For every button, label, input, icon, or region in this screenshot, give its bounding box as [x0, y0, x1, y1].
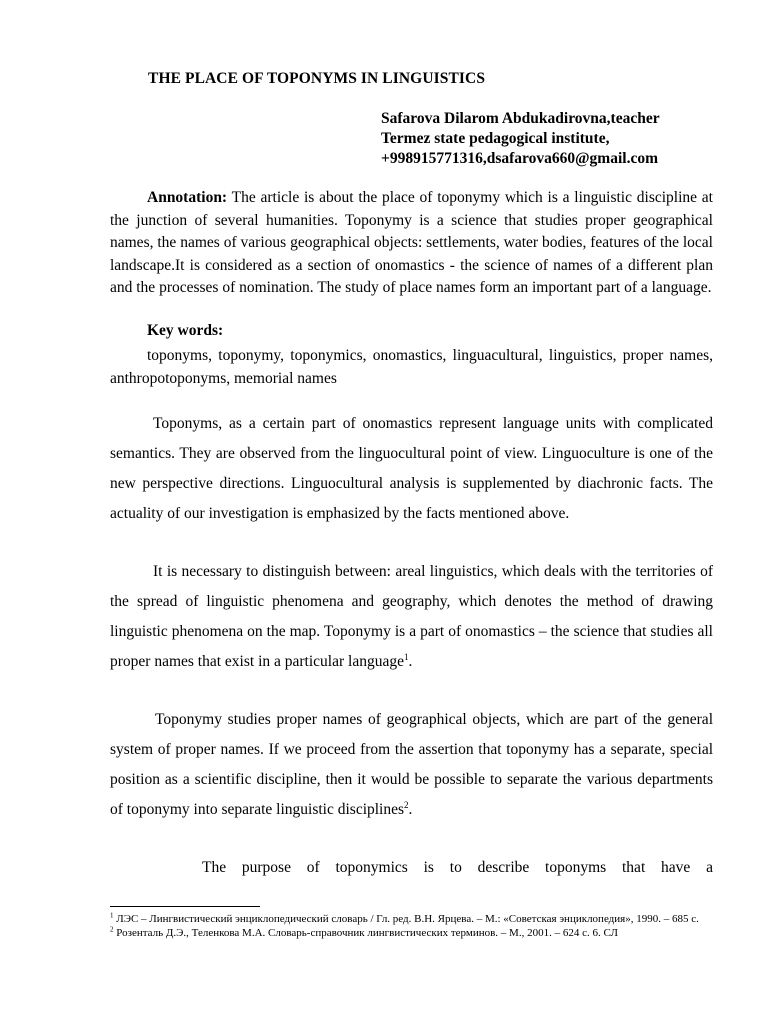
annotation-label: Annotation:	[147, 189, 228, 206]
body-paragraph-3	[110, 705, 713, 825]
body-paragraph-3-end: .	[408, 801, 413, 818]
annotation-paragraph	[110, 187, 713, 300]
author-block	[381, 109, 660, 169]
body-paragraph-2	[110, 557, 713, 677]
footnote-separator	[110, 906, 260, 907]
footnote-ref-2[interactable]: 2	[404, 799, 409, 810]
footnote-1	[110, 912, 713, 926]
keywords-text: toponyms, toponymy, toponymics, onomastics, linguacultural, linguistics, proper names, anthropotoponyms, memorial names	[110, 347, 713, 387]
author-name: Safarova Dilarom Abdukadirovna,teacher	[381, 110, 660, 127]
body-paragraph-1: Toponyms, as a certain part of onomastics represent language units with complicated semantics. They are observed from the linguocultural point of view. Linguoculture is one of the new perspective directions. Linguocultural analysis is supplemented by diachronic facts. The actuality of our investigation is emphasized by the facts mentioned above.	[110, 415, 713, 522]
footnote-2-number: 2	[110, 925, 114, 934]
author-contact: +998915771316,dsafarova660@gmail.com	[381, 150, 658, 167]
footnote-1-number: 1	[110, 911, 114, 920]
body-paragraph-2-text: It is necessary to distinguish between: areal linguistics, which deals with the territories of the spread of linguistic phenomena and geography, which denotes the method of drawing linguistic phenomena on the map. Toponymy is a part of onomastics – the science that studies all proper names that exist in a particular language	[110, 563, 713, 670]
footnote-2-text: Розенталь Д.Э., Теленкова М.А. Словарь-справочник лингвистических терминов. – М., 2001. – 624 с. 6. СЛ	[113, 927, 618, 939]
body-paragraph-4: The purpose of toponymics is to describe toponyms that have a	[202, 859, 713, 876]
author-institution: Termez state pedagogical institute,	[381, 130, 610, 147]
footnote-1-text: ЛЭС – Лингвистический энциклопедический словарь / Гл. ред. В.Н. Ярцева. – М.: «Советская энциклопедия», 1990. – 685 с.	[113, 913, 699, 925]
body-paragraph-3-text: Toponymy studies proper names of geographical objects, which are part of the general system of proper names. If we proceed from the assertion that toponymy has a separate, special position as a scientific discipline, then it would be possible to separate the various departments of toponymy into separate linguistic disciplines	[110, 711, 713, 818]
footnote-ref-1[interactable]: 1	[403, 651, 409, 662]
footnote-2	[110, 926, 713, 940]
footnotes	[110, 912, 713, 940]
keywords-label: Key words:	[147, 322, 224, 339]
annotation-text: The article is about the place of toponymy which is a linguistic discipline at the junction of several humanities. Toponymy is a science that studies proper geographical names, the names of various geographical objects: settlements, water bodies, features of the local landscape.It is considered as a section of onomastics - the science of names of a different plan and the processes of nomination. The study of place names form an important part of a language.	[110, 189, 713, 296]
article-title: THE PLACE OF TOPONYMS IN LINGUISTICS	[148, 70, 486, 87]
body-paragraph-2-end: .	[408, 653, 413, 670]
